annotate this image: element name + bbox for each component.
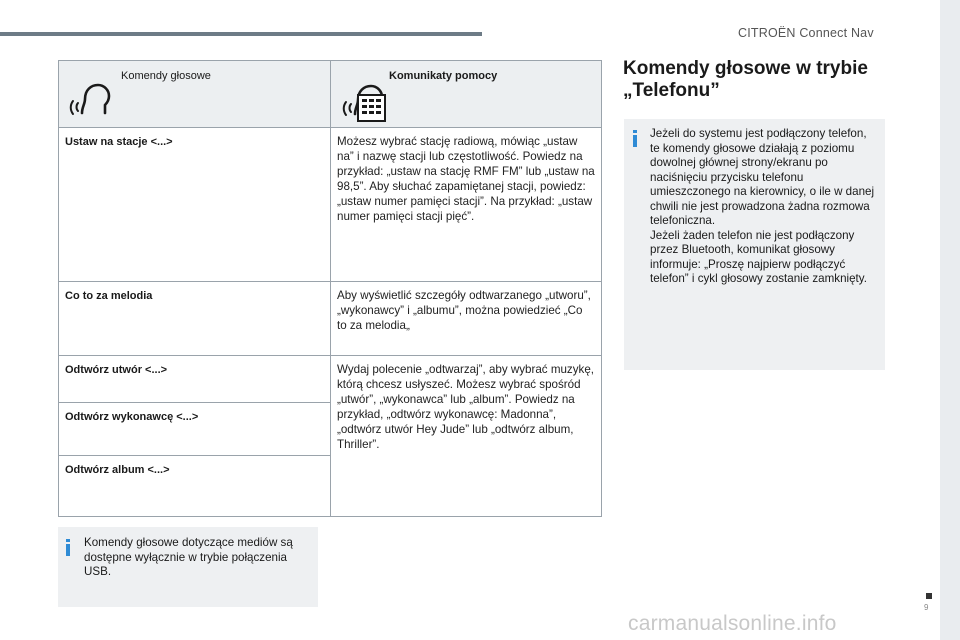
table-row xyxy=(59,128,602,282)
page-marker xyxy=(926,593,932,599)
table-header-row xyxy=(59,61,602,128)
header-brand: CITROËN Connect Nav xyxy=(738,26,874,40)
command-description: Wydaj polecenie „odtwarzaj”, aby wybrać muzykę, którą chcesz usłyszeć. Możesz wybrać spośród „utwór”, „wykonawca” lub „album”. Powiedz na przykład, „odtwórz wykonawcę: Madonna”, „odtwórz utwór Hey Jude” lub „odtwórz album, Thriller”. xyxy=(337,363,594,451)
command-name: Ustaw na stacje <...> xyxy=(65,136,173,148)
command-description: Możesz wybrać stację radiową, mówiąc „ustaw na” i nazwę stacji lub częstotliwość. Powiedz na przykład: „ustaw na stację RMF FM” lub „ustaw na 98,5”. Aby słuchać zapamiętanej stacji, powiedz: „ustaw numer pamięci stacji”. Na przykład: „ustaw numer pamięci stacji pięć”. xyxy=(337,135,595,223)
table-row xyxy=(59,282,602,356)
page-number: 9 xyxy=(924,603,929,612)
section-title: Komendy głosowe w trybie „Telefonu” xyxy=(623,58,868,101)
table-row xyxy=(59,356,602,403)
header-bar xyxy=(0,32,482,36)
help-message-icon xyxy=(341,77,387,123)
command-name: Co to za melodia xyxy=(65,290,153,302)
voice-command-icon xyxy=(69,77,113,121)
phone-note-paragraph-2: Jeżeli żaden telefon nie jest podłączony przez Bluetooth, komunikat głosowy informuje: „Proszę najpierw podłączyć telefon” i cykl głosowy zostanie zamknięty. xyxy=(650,228,867,285)
page-edge-strip xyxy=(940,0,960,640)
media-usb-note xyxy=(58,527,318,607)
phone-mode-note xyxy=(624,119,885,370)
command-name: Odtwórz wykonawcę <...> xyxy=(65,411,199,423)
info-icon xyxy=(66,539,70,553)
voice-commands-table xyxy=(58,60,602,517)
phone-note-paragraph-1: Jeżeli do systemu jest podłączony telefon, te komendy głosowe działają z poziomu dowolnej głównej strony/ekranu po naciśnięciu przycisku telefonu umieszczonego na kierownicy, o ile w danej chwili nie jest prowadzona żadna rozmowa telefoniczna. xyxy=(650,127,875,227)
header-help-messages: Komunikaty pomocy xyxy=(389,70,498,82)
command-description: Aby wyświetlić szczegóły odtwarzanego „utworu”, „wykonawcy” i „albumu”, można powiedzieć „Co to za melodia„ xyxy=(337,289,591,332)
command-name: Odtwórz album <...> xyxy=(65,464,170,476)
command-name: Odtwórz utwór <...> xyxy=(65,364,168,376)
media-usb-note-text: Komendy głosowe dotyczące mediów są dostępne wyłącznie w trybie połączenia USB. xyxy=(84,536,293,578)
header-voice-commands: Komendy głosowe xyxy=(121,70,211,82)
watermark: carmanualsonline.info xyxy=(628,612,837,635)
info-icon xyxy=(633,130,637,144)
